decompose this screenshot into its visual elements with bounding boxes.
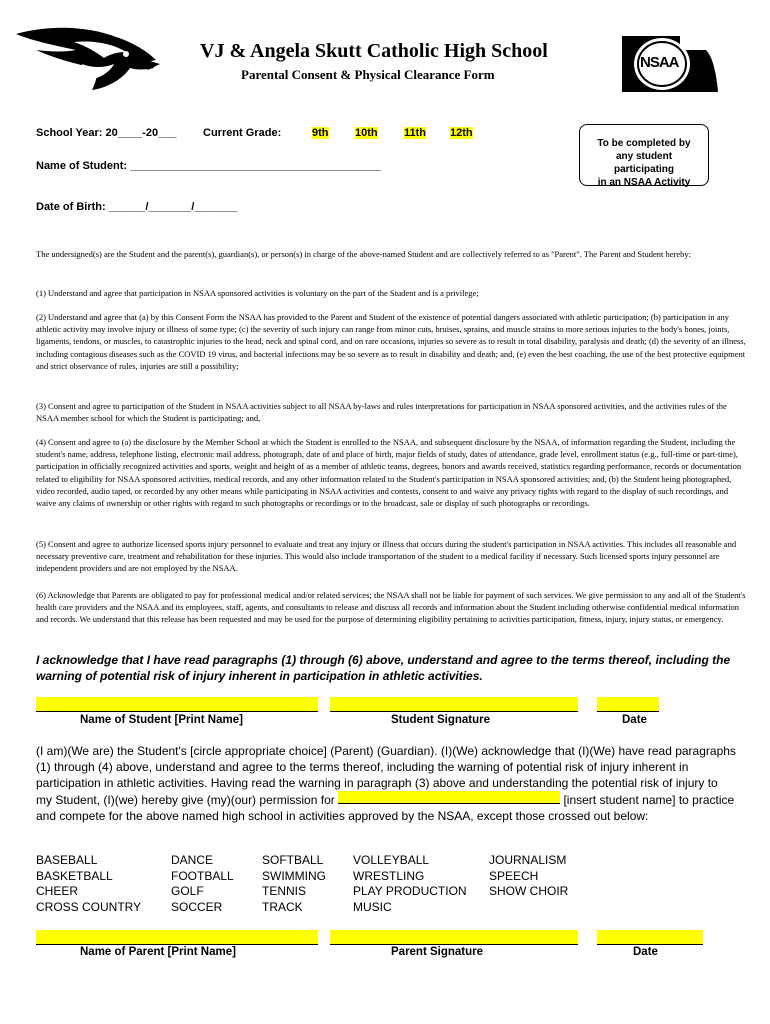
paragraph-2: (2) Understand and agree that (a) by this Consent Form the NSAA has provided to the Parent and Student of the existence of potential dangers associated with athletic participation; (b) participation in any athletic activity may involve injury or illness of some type; (c) the severity of such injury can range from minor cuts, bruises, sprains, and muscle strains to more serious injuries to the body's bones, joints, ligaments, tendons, or muscles, to catastrophic injuries to the head, neck and spinal cord, and on rare occasions, injuries so severe as to result in total disability, paralysis and death; (d) the severity of an illness, including contagious diseases such as the COVID 19 virus, and bacterial infections may be so severe as to result in disability and death; and, (e) even the best coaching, the use of the best protective equipment and strict observance of rules, injuries are still a possibility; — [36, 312, 746, 371]
activity-item[interactable]: SOFTBALL — [262, 853, 324, 867]
activities-column-1 — [36, 853, 141, 915]
paragraph-3: (3) Consent and agree to participation of the Student in NSAA activities subject to all NSAA by-laws and rules interpretations for participation in NSAA sponsored activities, and the activities rules of the NSAA member school for which the Student is participating; and, — [36, 401, 727, 424]
student-date-underscores — [598, 697, 653, 709]
activity-item[interactable]: SOCCER — [171, 899, 223, 914]
callout-line: participating — [613, 164, 674, 175]
activities-column-5 — [489, 853, 568, 900]
student-signature-label: Student Signature — [391, 714, 491, 726]
student-name-field[interactable]: Name of Student: _________________________________________ — [36, 160, 381, 172]
acknowledgement-statement: I acknowledge that I have read paragraphs (1) through (6) above, understand and agree to the terms thereof, including the warning of potential risk of injury inherent in participation in athletic activities. — [36, 653, 731, 683]
nsaa-logo — [620, 30, 720, 98]
paragraph-6: (6) Acknowledge that Parents are obligated to pay for professional medical and/or related services; the NSAA shall not be liable for payment of such services. We give permission to any and all of the Student's health care providers and the NSAA and its employees, staff, agents, and consultants to release and discuss all records and information about the Student including otherwise confidential medical information and records. We understand that this release has been requested and may be used for the purpose of determining eligibility pertaining to activities participation, fitness, injury, injury status, or emergency. — [36, 590, 746, 625]
callout-line: To be completed by — [597, 138, 691, 149]
activity-item[interactable]: FOOTBALL — [171, 868, 234, 883]
grade-option-11th[interactable]: 11th — [404, 127, 427, 139]
grade-option-10th[interactable]: 10th — [355, 127, 378, 139]
parent-signature-label: Parent Signature — [391, 946, 484, 958]
activity-callout-box — [579, 124, 709, 186]
callout-line: any student — [615, 151, 673, 162]
parent-statement-text: (I am)(We are) the Student's [circle appropriate choice] (Parent) (Guardian). (I)(We) acknowledge that (I)(We) have read paragraphs (1) through (4) above, understand and agree to the terms thereof, including the warning of potential risk of injury inherent in participation in athletic activities. Having read the warning in paragraph (3) above and understanding the potential risk of injury to my Student, (I)(we) hereby give (my)(our) permission for — [36, 744, 736, 807]
activity-item[interactable]: TRACK — [262, 899, 303, 914]
parent-name-label: Name of Parent [Print Name] — [80, 946, 236, 958]
activities-column-3 — [262, 853, 326, 915]
activity-item[interactable]: WRESTLING — [353, 868, 425, 883]
activity-item[interactable]: SPEECH — [489, 868, 539, 883]
callout-line: in an NSAA Activity — [597, 177, 691, 188]
activity-item[interactable]: BASEBALL — [36, 853, 98, 867]
activity-item[interactable]: CROSS COUNTRY — [36, 899, 142, 914]
grade-option-12th[interactable]: 12th — [450, 127, 473, 139]
parent-signature-line[interactable] — [330, 930, 578, 945]
parent-name-line[interactable] — [36, 930, 318, 945]
intro-paragraph: The undersigned(s) are the Student and the parent(s), guardian(s), or person(s) in charge of the above-named Student and are collectively referred to as "Parent". The Parent and Student hereby: — [36, 249, 691, 259]
activity-item[interactable]: VOLLEYBALL — [353, 853, 430, 867]
activity-item[interactable]: BASKETBALL — [36, 868, 113, 883]
parent-statement-text-after: [insert student name] to practice and compete for the above named high school in activities approved by the NSAA, except those crossed out below: — [36, 793, 735, 823]
insert-student-name-field[interactable] — [338, 791, 560, 804]
paragraph-5: (5) Consent and agree to authorize licensed sports injury personnel to evaluate and treat any injury or illness that occurs during the student's participation in NSAA activities. This includes all reasonable and necessary preventive care, treatment and rehabilitation for these injuries. This would also include transportation of the student to a medical facility if necessary. Such licensed sports injury personnel are independent providers and are not employed by the NSAA. — [36, 539, 737, 574]
paragraph-4: (4) Consent and agree to (a) the disclosure by the Member School at which the Student is enrolled to the NSAA, and subsequent disclosure by the NSAA, of information regarding the Student, including the student's name, address, telephone listing, electronic mail address, photograph, date of and place of birth, major fields of study, dates of attendance, grade level, enrollment status (e.g., full-time or part-time), participation in officially recognized activities and sports, weight and height of as a member of athletic teams, degrees, honors and awards received, statistics regarding performance, records or documentation related to eligibility for NSAA sponsored activities, medical records, and any other information related to the Student's participation in NSAA sponsored activities; and, (b) the Student being photographed, video recorded, audio taped, or recorded by any other means while participating in NSAA activities and contests, consent to and waive any privacy rights with regard to the display of such recordings, and waive any claims of ownership or other rights with regard to such photographs or recordings or to the broadcast, sale or display of such photographs or recordings. — [36, 437, 742, 509]
student-signature-line[interactable] — [330, 697, 578, 712]
date-of-birth-field[interactable]: Date of Birth: ______/_______/_______ — [36, 201, 238, 213]
activity-item[interactable]: JOURNALISM — [489, 853, 567, 867]
student-name-line[interactable] — [36, 697, 318, 712]
activity-item[interactable]: CHEER — [36, 884, 79, 899]
paragraph-1: (1) Understand and agree that participation in NSAA sponsored activities is voluntary on the part of the Student and is a privilege; — [36, 288, 479, 298]
parent-statement — [36, 743, 736, 824]
activity-item[interactable]: GOLF — [171, 884, 204, 899]
activities-column-4 — [353, 853, 467, 915]
activities-column-2 — [171, 853, 234, 915]
hawk-logo — [14, 24, 164, 92]
school-year-field[interactable]: School Year: 20____-20___ — [36, 127, 177, 139]
nsaa-logo-text: NSAA — [640, 54, 679, 71]
parent-date-underscores — [598, 930, 678, 942]
activity-item[interactable]: TENNIS — [262, 884, 307, 899]
grade-option-9th[interactable]: 9th — [312, 127, 329, 139]
page-title: VJ & Angela Skutt Catholic High School — [200, 40, 548, 62]
current-grade-label: Current Grade: — [203, 127, 282, 139]
student-date-label: Date — [622, 714, 647, 726]
activity-item[interactable]: MUSIC — [353, 899, 392, 914]
activity-item[interactable]: PLAY PRODUCTION — [353, 884, 467, 899]
activity-item[interactable]: SHOW CHOIR — [489, 884, 569, 899]
student-name-label: Name of Student [Print Name] — [80, 714, 243, 726]
activity-item[interactable]: DANCE — [171, 853, 214, 867]
page-subtitle: Parental Consent & Physical Clearance Form — [241, 67, 495, 82]
activity-item[interactable]: SWIMMING — [262, 868, 326, 883]
parent-date-label: Date — [633, 946, 658, 958]
